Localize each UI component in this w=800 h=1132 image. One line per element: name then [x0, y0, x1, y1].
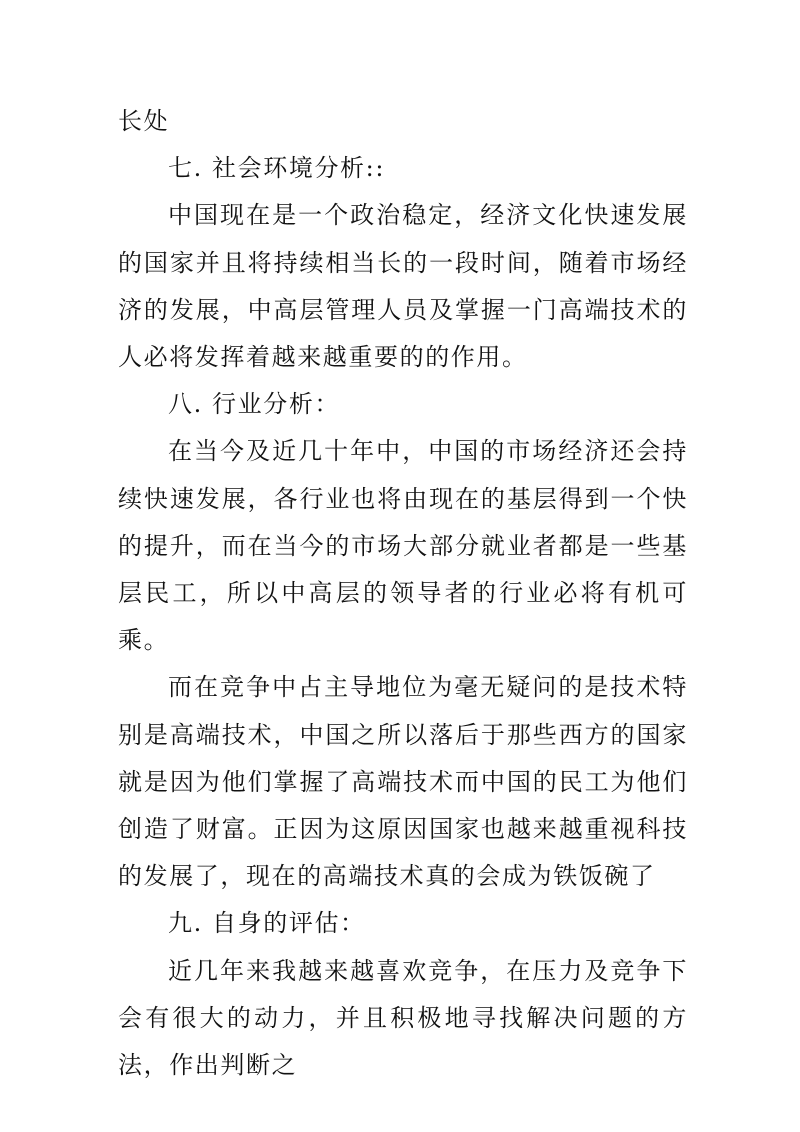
heading-industry-analysis: 八. 行业分析： [168, 390, 341, 419]
document-body [118, 98, 688, 1089]
paragraph-self-assessment: 近几年来我越来越喜欢竞争，在压力及竞争下会有很大的动力，并且积极地寻找解决问题的方法，作出判断之 [118, 956, 688, 1080]
paragraph-social-environment: 中国现在是一个政治稳定，经济文化快速发展的国家并且将持续相当长的一段时间，随着市场经济的发展，中高层管理人员及掌握一门高端技术的人必将发挥着越来越重要的的作用。 [118, 201, 688, 372]
paragraph-industry-analysis-2: 而在竞争中占主导地位为毫无疑问的是技术特别是高端技术，中国之所以落后于那些西方的国家就是因为他们掌握了高端技术而中国的民工为他们创造了财富。正因为这原因国家也越来越重视科技的发展了，现在的高端技术真的会成为铁饭碗了 [118, 673, 688, 891]
heading-self-assessment: 九. 自身的评估： [168, 909, 366, 938]
heading-social-environment: 七. 社会环境分析:: [168, 154, 386, 183]
paragraph-continuation: 长处 [118, 107, 170, 135]
paragraph-industry-analysis-1: 在当今及近几十年中，中国的市场经济还会持续快速发展，各行业也将由现在的基层得到一个快的提升，而在当今的市场大部分就业者都是一些基层民工，所以中高层的领导者的行业必将有机可乘。 [118, 437, 688, 655]
